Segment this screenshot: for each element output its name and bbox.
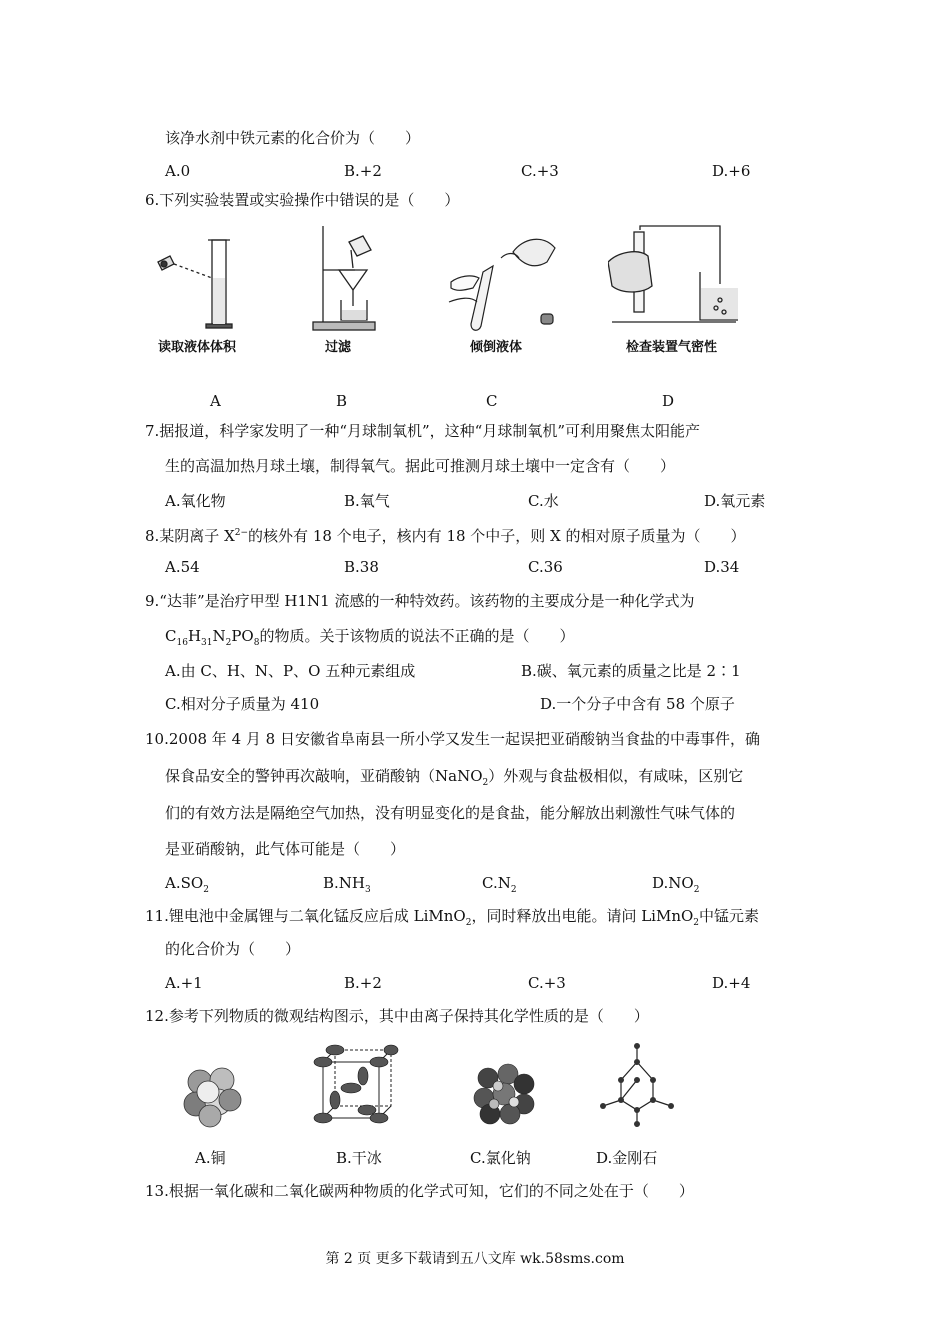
pouring-liquid-icon — [443, 222, 563, 334]
q9-line-1: 9.“达菲”是治疗甲型 H1N1 流感的一种特效药。该药物的主要成分是一种化学式为 — [145, 592, 695, 610]
q5-option-a: A.0 — [165, 162, 191, 180]
page-footer: 第 2 页 更多下载请到五八文库 wk.58sms.com — [325, 1251, 625, 1267]
q6-stem: 6.下列实验装置或实验操作中错误的是（ ） — [145, 191, 460, 209]
q8-option-c: C.36 — [528, 558, 563, 576]
q11-line-2: 的化合价为（ ） — [165, 940, 301, 958]
q6-letter-a: A — [210, 392, 221, 410]
q12-option-c: C.氯化钠 — [470, 1149, 531, 1167]
filtration-apparatus-icon — [305, 222, 385, 334]
q9-option-a: A.由 C、H、N、P、O 五种元素组成 — [165, 662, 416, 680]
q5-option-b: B.+2 — [344, 162, 382, 180]
q10-option-a: $A.SO_2$ — [165, 874, 209, 895]
q7-line-2: 生的高温加热月球土壤，制得氧气。据此可推测月球土壤中一定含有（ ） — [165, 457, 676, 475]
airtightness-check-icon — [608, 222, 738, 334]
q8-stem: 8.某阴离子 $X^{2-}$的核外有 18 个电子，核内有 18 个中子，则 X 的相对原子质量为（ ） — [145, 527, 746, 545]
q10-line-3: 们的有效方法是隔绝空气加热，没有明显变化的是食盐，能分解放出刺激性气味气体的 — [165, 804, 736, 822]
q12-option-a: A.铜 — [195, 1149, 226, 1167]
q8-option-b: B.38 — [344, 558, 379, 576]
q6-letter-b: B — [336, 392, 348, 410]
q6-figure-a-caption: 读取液体体积 — [158, 340, 237, 355]
copper-structure-icon — [178, 1060, 248, 1130]
q9-option-c: C.相对分子质量为 410 — [165, 695, 320, 713]
q11-option-a: A.+1 — [165, 974, 203, 992]
q12-option-b: B.干冰 — [336, 1149, 382, 1167]
q6-letter-d: D — [662, 392, 675, 410]
q10-line-4: 是亚硝酸钠，此气体可能是（ ） — [165, 840, 406, 858]
q7-option-a: A.氧化物 — [165, 492, 226, 510]
q7-option-c: C.水 — [528, 492, 559, 510]
q7-option-d: D.氧元素 — [704, 492, 766, 510]
q9-line-2: $C_{16}H_{31}N_2PO_8$的物质。关于该物质的说法不正确的是（ ） — [165, 627, 575, 648]
q6-figure-d-caption: 检查装置气密性 — [626, 340, 718, 355]
q8-option-a: A.54 — [165, 558, 200, 576]
q12-option-d: D.金刚石 — [596, 1149, 658, 1167]
q7-option-b: B.氧气 — [344, 492, 390, 510]
q7-line-1: 7.据报道，科学家发明了一种“月球制氧机”，这种“月球制氧机”可利用聚焦太阳能产 — [145, 422, 700, 440]
q11-option-b: B.+2 — [344, 974, 382, 992]
q9-option-b: B.碳、氧元素的质量之比是 2∶1 — [521, 662, 741, 680]
q10-line-2: 保食品安全的警钟再次敲响，亚硝酸钠（NaNO$_2$）外观与食盐极相似，有咸味，区别它 — [165, 767, 744, 788]
q11-line-1: 11.锂电池中金属锂与二氧化锰反应后成 LiMnO$_2$，同时释放出电能。请问 LiMnO$_2$中锰元素 — [145, 907, 760, 928]
graduated-cylinder-reading-icon — [150, 222, 260, 332]
q8-option-d: D.34 — [704, 558, 740, 576]
q10-line-1: 10.2008 年 4 月 8 日安徽省阜南县一所小学又发生一起误把亚硝酸钠当食盐的中毒事件，确 — [145, 730, 760, 748]
q6-figure-b-caption: 过滤 — [325, 340, 352, 355]
q9-option-d: D.一个分子中含有 58 个原子 — [540, 695, 735, 713]
q11-option-d: D.+4 — [712, 974, 751, 992]
q5-line: 该净水剂中铁元素的化合价为（ ） — [165, 129, 421, 147]
sodium-chloride-structure-icon — [468, 1058, 540, 1130]
q10-option-b: $B.NH_3$ — [323, 874, 371, 895]
q6-letter-c: C — [486, 392, 498, 410]
q10-option-d: $D.NO_2$ — [652, 874, 700, 895]
q10-option-c: $C.N_2$ — [482, 874, 517, 895]
q5-option-c: C.+3 — [521, 162, 559, 180]
q5-option-d: D.+6 — [712, 162, 751, 180]
q11-option-c: C.+3 — [528, 974, 566, 992]
dry-ice-structure-icon — [305, 1040, 400, 1135]
q13-stem: 13.根据一氧化碳和二氧化碳两种物质的化学式可知，它们的不同之处在于（ ） — [145, 1182, 694, 1200]
diamond-structure-icon — [595, 1040, 680, 1130]
q12-stem: 12.参考下列物质的微观结构图示，其中由离子保持其化学性质的是（ ） — [145, 1007, 649, 1025]
q6-figure-c-caption: 倾倒液体 — [470, 340, 523, 355]
